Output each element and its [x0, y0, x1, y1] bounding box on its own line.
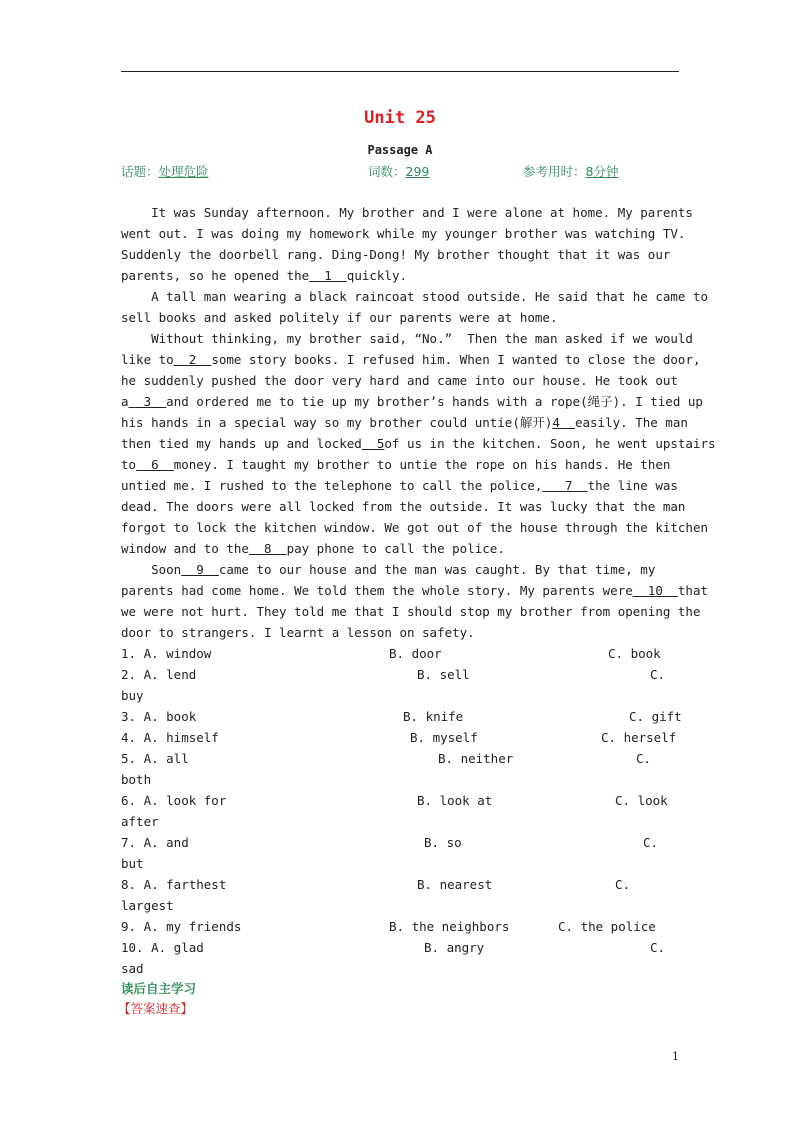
- blank-6: 6: [136, 457, 174, 472]
- passage-line: [121, 476, 678, 496]
- passage-line: [121, 392, 703, 412]
- option-b: B. the neighbors: [389, 919, 510, 934]
- text-segment: 绳子: [587, 394, 613, 409]
- question-row: 2. A. lend: [121, 667, 197, 682]
- text-segment: quickly.: [346, 268, 408, 283]
- question-row: 1. A. window: [121, 646, 212, 661]
- passage-line: he suddenly pushed the door very hard and came into our house. He took out: [121, 373, 678, 388]
- text-segment: Soon: [121, 562, 182, 577]
- option-c-wrap: after: [121, 814, 159, 829]
- question-row: 5. A. all: [121, 751, 189, 766]
- blank-4: 4: [552, 415, 575, 430]
- passage-label: Passage A: [367, 143, 433, 157]
- blank-5: 5: [361, 436, 385, 451]
- option-c-wrap: but: [121, 856, 144, 871]
- blank-10: 10: [632, 583, 678, 598]
- question-row: 9. A. my friends: [121, 919, 242, 934]
- topic-value: 处理危险: [158, 164, 209, 179]
- topic-label: 话题：: [121, 164, 159, 179]
- text-segment: pay phone to call the police.: [286, 541, 505, 556]
- option-b: B. so: [424, 835, 462, 850]
- question-row: 7. A. and: [121, 835, 189, 850]
- option-c: C. gift: [629, 709, 682, 724]
- option-b: B. look at: [417, 793, 493, 808]
- option-c-wrap: buy: [121, 688, 144, 703]
- text-segment: some story books. I refused him. When I wanted to close the door,: [211, 352, 701, 367]
- text-segment: parents, so he opened the: [121, 268, 310, 283]
- passage-line: dead. The doors were all locked from the outside. It was lucky that the man: [121, 499, 686, 514]
- option-c: C.: [650, 667, 666, 682]
- option-c-wrap: both: [121, 772, 152, 787]
- blank-9: 9: [181, 562, 219, 577]
- passage-line: [121, 350, 701, 370]
- word-count-value: 299: [405, 164, 430, 179]
- passage-line: Suddenly the doorbell rang. Ding-Dong! My brother thought that it was our: [121, 247, 671, 262]
- topic-meta: [121, 162, 209, 180]
- section-heading: 读后自主学习: [121, 981, 197, 996]
- text-segment: money. I taught my brother to untie the rope on his hands. He then: [173, 457, 671, 472]
- question-row: 6. A. look for: [121, 793, 227, 808]
- passage-line: [121, 560, 655, 580]
- page-number: 1: [672, 1050, 679, 1063]
- text-segment: then tied my hands up and locked: [121, 436, 362, 451]
- option-c-wrap: largest: [121, 898, 174, 913]
- unit-title: Unit 25: [364, 108, 436, 128]
- option-c: C. book: [608, 646, 661, 661]
- word-count-meta: [368, 162, 429, 180]
- time-label: 参考用时：: [523, 164, 586, 179]
- passage-line: It was Sunday afternoon. My brother and I were alone at home. My parents: [121, 205, 693, 220]
- text-segment: ). I tied up: [612, 394, 703, 409]
- passage-line: Without thinking, my brother said, “No.” Then the man asked if we would: [121, 331, 693, 346]
- passage-line: [121, 455, 670, 475]
- text-segment: to: [121, 457, 137, 472]
- text-segment: his hands in a special way so my brother could untie(: [121, 415, 520, 430]
- text-segment: easily. The man: [574, 415, 688, 430]
- blank-8: 8: [248, 541, 287, 556]
- text-segment: of us in the kitchen. Soon, he went upstairs: [384, 436, 716, 451]
- question-row: 4. A. himself: [121, 730, 219, 745]
- text-segment: untied me. I rushed to the telephone to call the police,: [121, 478, 543, 493]
- passage-line: [121, 539, 505, 559]
- text-segment: parents had come home. We told them the whole story. My parents were: [121, 583, 633, 598]
- text-segment: the line was: [587, 478, 678, 493]
- question-row: 8. A. farthest: [121, 877, 227, 892]
- time-value: 8分钟: [585, 164, 619, 179]
- text-segment: that: [677, 583, 709, 598]
- passage-line: [121, 581, 708, 601]
- blank-2: 2: [173, 352, 212, 367]
- option-c: C.: [636, 751, 652, 766]
- question-row: 3. A. book: [121, 709, 197, 724]
- text-segment: like to: [121, 352, 174, 367]
- option-c: C. herself: [601, 730, 677, 745]
- option-c-wrap: sad: [121, 961, 144, 976]
- text-segment: and ordered me to tie up my brother’s hands with a rope(: [166, 394, 588, 409]
- text-segment: a: [121, 394, 129, 409]
- blank-3: 3: [128, 394, 167, 409]
- option-b: B. myself: [410, 730, 478, 745]
- time-meta: [523, 162, 618, 180]
- passage-line: [121, 434, 716, 454]
- passage-line: went out. I was doing my homework while my younger brother was watching TV.: [121, 226, 686, 241]
- text-segment: 解开: [519, 415, 545, 430]
- option-c: C. look: [615, 793, 668, 808]
- option-c: C. the police: [558, 919, 656, 934]
- text-segment: window and to the: [121, 541, 249, 556]
- option-b: B. angry: [424, 940, 485, 955]
- option-b: B. knife: [403, 709, 464, 724]
- text-segment: ): [544, 415, 553, 430]
- option-c: C.: [650, 940, 666, 955]
- top-rule: [121, 71, 679, 72]
- option-b: B. door: [389, 646, 442, 661]
- text-segment: came to our house and the man was caught. By that time, my: [218, 562, 656, 577]
- option-c: C.: [615, 877, 631, 892]
- blank-7: 7: [542, 478, 588, 493]
- option-b: B. nearest: [417, 877, 493, 892]
- passage-line: A tall man wearing a black raincoat stood outside. He said that he came to: [121, 289, 708, 304]
- passage-line: we were not hurt. They told me that I should stop my brother from opening the: [121, 604, 701, 619]
- passage-line: door to strangers. I learnt a lesson on safety.: [121, 625, 475, 640]
- passage-line: [121, 266, 407, 286]
- question-row: 10. A. glad: [121, 940, 204, 955]
- option-b: B. sell: [417, 667, 470, 682]
- option-b: B. neither: [438, 751, 514, 766]
- passage-line: [121, 413, 688, 433]
- word-count-label: 词数：: [368, 164, 406, 179]
- passage-line: forgot to lock the kitchen window. We got out of the house through the kitchen: [121, 520, 708, 535]
- option-c: C.: [643, 835, 659, 850]
- answer-label: 【答案速查】: [118, 1001, 194, 1016]
- blank-1: 1: [309, 268, 347, 283]
- passage-line: sell books and asked politely if our parents were at home.: [121, 310, 558, 325]
